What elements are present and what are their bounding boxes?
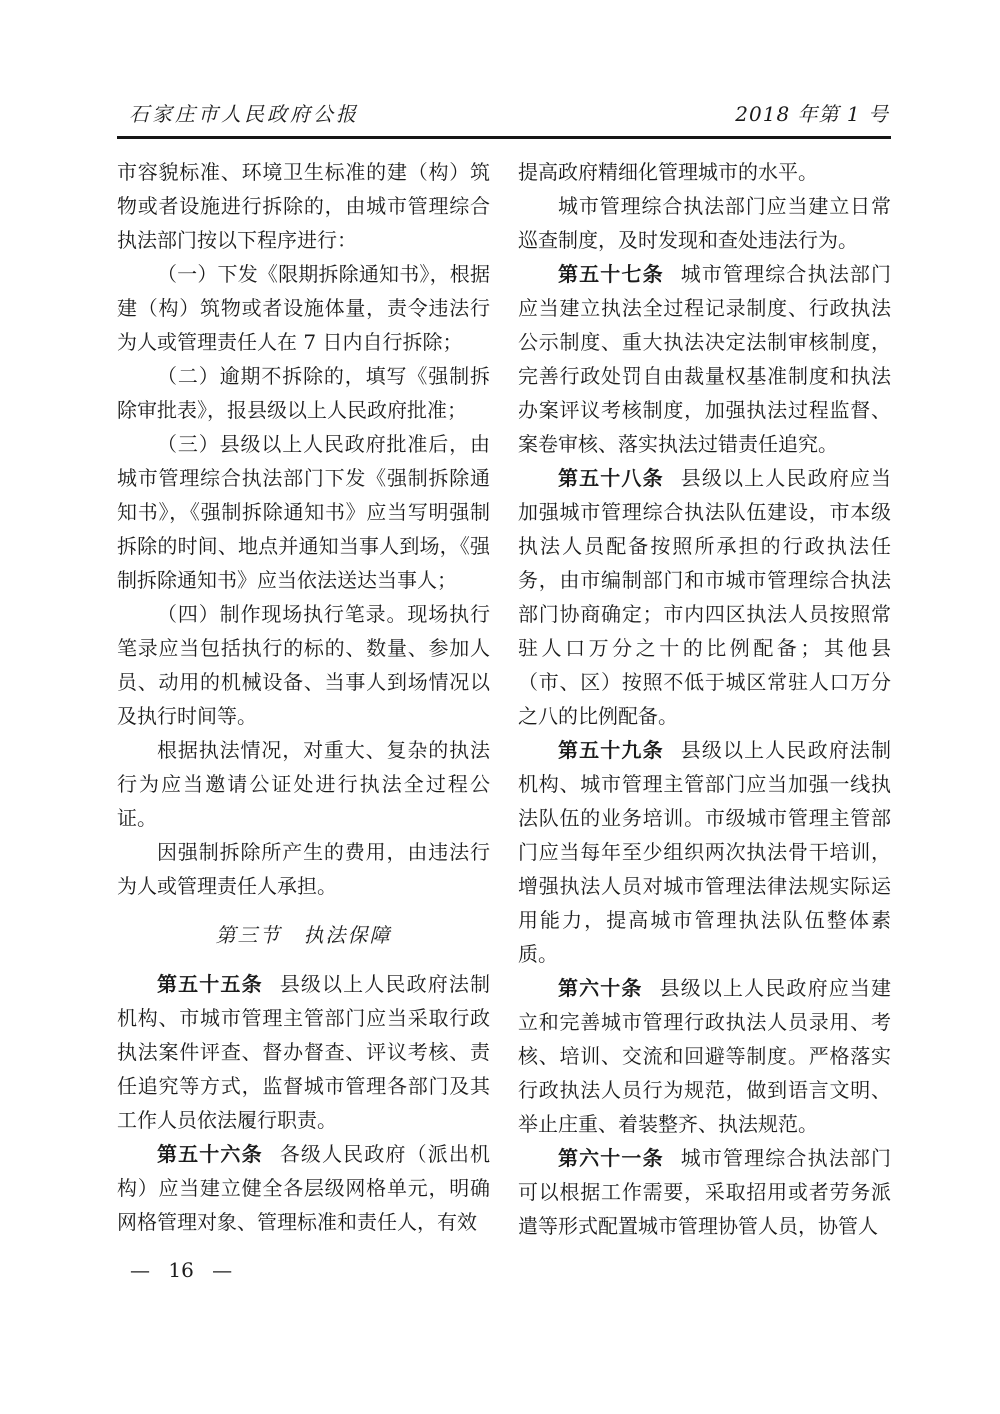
page-sheet <box>117 98 891 1243</box>
header-rule <box>117 136 891 139</box>
publication-title: 石家庄市人民政府公报 <box>129 102 359 126</box>
left-column <box>117 155 490 1243</box>
body-paragraph: 因强制拆除所产生的费用，由违法行为人或管理责任人承担。 <box>117 840 490 898</box>
section-heading: 第三节 执法保障 <box>215 923 392 947</box>
article-paragraph <box>518 257 891 461</box>
body-paragraph: （二）逾期不拆除的，填写《强制拆除审批表》，报县级以上人民政府批准； <box>117 364 490 422</box>
page-header <box>117 98 891 136</box>
body-paragraph: 城市管理综合执法部门应当建立日常巡查制度，及时发现和查处违法行为。 <box>518 194 891 252</box>
article-number: 第五十九条 <box>558 738 664 762</box>
article-text: 各级人民政府（派出机构）应当建立健全各层级网格单元，明确网格管理对象、管理标准和责任人，有效 <box>117 1142 491 1234</box>
article-paragraph <box>518 733 891 971</box>
article-paragraph <box>518 1141 891 1243</box>
article-paragraph <box>518 461 891 733</box>
article-text: 县级以上人民政府法制机构、城市管理主管部门应当加强一线执法队伍的业务培训。市级城市管理主管部门应当每年至少组织两次执法骨干培训，增强执法人员对城市管理法律法规实际运用能力，提高城市管理执法队伍整体素质。 <box>518 738 892 966</box>
article-number: 第五十六条 <box>157 1142 263 1166</box>
article-paragraph <box>117 1137 490 1239</box>
article-text: 县级以上人民政府应当加强城市管理综合执法队伍建设，市本级执法人员配备按照所承担的行政执法任务，由市编制部门和市城市管理综合执法部门协商确定；市内四区执法人员按照常驻人口万分之十的比例配备；其他县（市、区）按照不低于城区常驻人口万分之八的比例配备。 <box>518 466 892 728</box>
article-number: 第六十条 <box>558 976 643 1000</box>
right-column <box>518 155 891 1243</box>
article-paragraph <box>518 971 891 1141</box>
article-text: 县级以上人民政府应当建立和完善城市管理行政执法人员录用、考核、培训、交流和回避等制度。严格落实行政执法人员行为规范，做到语言文明、举止庄重、着装整齐、执法规范。 <box>518 976 892 1136</box>
article-number: 第五十五条 <box>157 972 263 996</box>
article-text: 城市管理综合执法部门应当建立执法全过程记录制度、行政执法公示制度、重大执法决定法制审核制度，完善行政处罚自由裁量权基准制度和执法办案评议考核制度，加强执法过程监督、案卷审核、落实执法过错责任追究。 <box>518 262 892 456</box>
issue-label: 2018 年第 1 号 <box>735 102 889 126</box>
article-number: 第五十八条 <box>558 466 664 490</box>
body-paragraph: （四）制作现场执行笔录。现场执行笔录应当包括执行的标的、数量、参加人员、动用的机械设备、当事人到场情况以及执行时间等。 <box>117 602 490 728</box>
body-paragraph: （三）县级以上人民政府批准后，由城市管理综合执法部门下发《强制拆除通知书》，《强制拆除通知书》应当写明强制拆除的时间、地点并通知当事人到场，《强制拆除通知书》应当依法送达当事人； <box>117 432 490 592</box>
article-number: 第五十七条 <box>558 262 664 286</box>
text-columns <box>117 155 891 1243</box>
article-number: 第六十一条 <box>558 1146 664 1170</box>
body-paragraph: 根据执法情况，对重大、复杂的执法行为应当邀请公证处进行执法全过程公证。 <box>117 738 490 830</box>
body-paragraph: 提高政府精细化管理城市的水平。 <box>518 160 818 184</box>
article-text: 城市管理综合执法部门可以根据工作需要，采取招用或者劳务派遣等形式配置城市管理协管人员，协管人 <box>518 1146 892 1238</box>
body-paragraph: 市容貌标准、环境卫生标准的建（构）筑物或者设施进行拆除的，由城市管理综合执法部门按以下程序进行： <box>117 160 490 252</box>
body-paragraph: （一）下发《限期拆除通知书》，根据建（构）筑物或者设施体量，责令违法行为人或管理责任人在 7 日内自行拆除； <box>117 262 490 354</box>
article-text: 县级以上人民政府法制机构、市城市管理主管部门应当采取行政执法案件评查、督办督查、评议考核、责任追究等方式，监督城市管理各部门及其工作人员依法履行职责。 <box>117 972 491 1132</box>
page-number: — 16 — <box>130 1258 233 1282</box>
article-paragraph <box>117 967 490 1137</box>
